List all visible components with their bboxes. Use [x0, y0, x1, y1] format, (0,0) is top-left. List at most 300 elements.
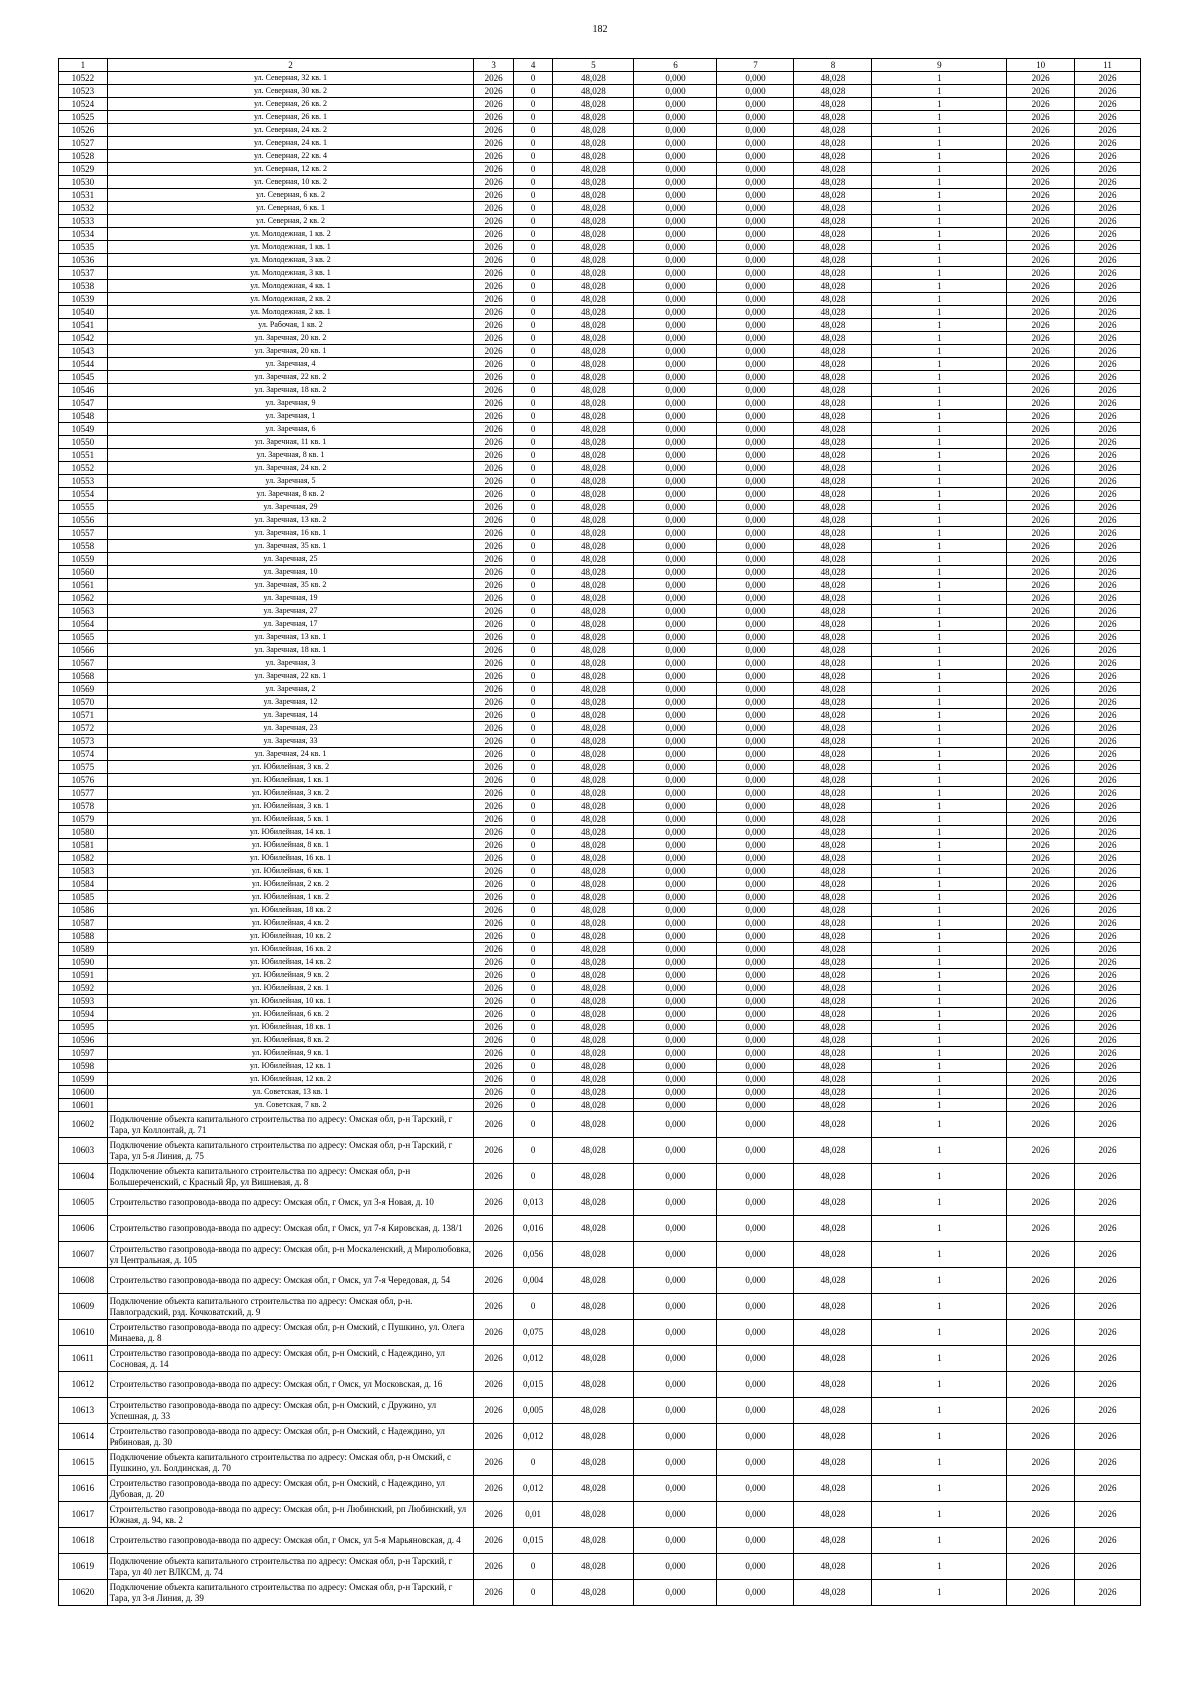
length-cell: 0,004	[513, 1268, 553, 1294]
length-cell: 0,012	[513, 1476, 553, 1502]
value-col6-cell: 0,000	[634, 696, 717, 709]
length-cell: 0,005	[513, 1398, 553, 1424]
count-cell: 1	[872, 1398, 1007, 1424]
value-col6-cell: 0,000	[634, 1424, 717, 1450]
row-number-cell: 10564	[59, 618, 108, 631]
year-cell: 2026	[474, 722, 514, 735]
end-year-cell: 2026	[1075, 267, 1141, 280]
count-cell: 1	[872, 1112, 1007, 1138]
value-col6-cell: 0,000	[634, 657, 717, 670]
count-cell: 1	[872, 774, 1007, 787]
year-cell: 2026	[474, 709, 514, 722]
end-year-cell: 2026	[1075, 839, 1141, 852]
count-cell: 1	[872, 592, 1007, 605]
end-year-cell: 2026	[1075, 1554, 1141, 1580]
value-col8-cell: 48,028	[794, 1502, 872, 1528]
value-col5-cell: 48,028	[553, 566, 634, 579]
year-cell: 2026	[474, 1346, 514, 1372]
count-cell: 1	[872, 800, 1007, 813]
start-year-cell: 2026	[1007, 267, 1075, 280]
object-description-cell: ул. Заречная, 24 кв. 2	[107, 462, 474, 475]
value-col5-cell: 48,028	[553, 241, 634, 254]
row-number-cell: 10532	[59, 202, 108, 215]
length-cell: 0,013	[513, 1190, 553, 1216]
end-year-cell: 2026	[1075, 449, 1141, 462]
row-number-cell: 10550	[59, 436, 108, 449]
end-year-cell: 2026	[1075, 1190, 1141, 1216]
value-col5-cell: 48,028	[553, 1242, 634, 1268]
value-col7-cell: 0,000	[717, 579, 794, 592]
year-cell: 2026	[474, 1112, 514, 1138]
table-row	[59, 176, 1141, 189]
value-col7-cell: 0,000	[717, 228, 794, 241]
value-col6-cell: 0,000	[634, 1138, 717, 1164]
end-year-cell: 2026	[1075, 865, 1141, 878]
table-row	[59, 592, 1141, 605]
table-row	[59, 111, 1141, 124]
year-cell: 2026	[474, 163, 514, 176]
value-col6-cell: 0,000	[634, 631, 717, 644]
column-header: 3	[474, 59, 514, 72]
row-number-cell: 10587	[59, 917, 108, 930]
row-number-cell: 10615	[59, 1450, 108, 1476]
count-cell: 1	[872, 1190, 1007, 1216]
value-col7-cell: 0,000	[717, 1476, 794, 1502]
value-col8-cell: 48,028	[794, 774, 872, 787]
end-year-cell: 2026	[1075, 592, 1141, 605]
table-row	[59, 1138, 1141, 1164]
value-col6-cell: 0,000	[634, 163, 717, 176]
start-year-cell: 2026	[1007, 1008, 1075, 1021]
length-cell: 0	[513, 280, 553, 293]
column-header: 9	[872, 59, 1007, 72]
start-year-cell: 2026	[1007, 1346, 1075, 1372]
table-row	[59, 1476, 1141, 1502]
value-col7-cell: 0,000	[717, 124, 794, 137]
length-cell: 0	[513, 137, 553, 150]
value-col8-cell: 48,028	[794, 410, 872, 423]
value-col6-cell: 0,000	[634, 137, 717, 150]
table-row	[59, 618, 1141, 631]
end-year-cell: 2026	[1075, 137, 1141, 150]
table-row	[59, 917, 1141, 930]
value-col7-cell: 0,000	[717, 1528, 794, 1554]
object-description-cell: ул. Юбилейная, 12 кв. 1	[107, 1060, 474, 1073]
table-row	[59, 358, 1141, 371]
value-col6-cell: 0,000	[634, 995, 717, 1008]
row-number-cell: 10613	[59, 1398, 108, 1424]
value-col8-cell: 48,028	[794, 579, 872, 592]
start-year-cell: 2026	[1007, 332, 1075, 345]
value-col5-cell: 48,028	[553, 410, 634, 423]
value-col7-cell: 0,000	[717, 462, 794, 475]
length-cell: 0	[513, 488, 553, 501]
end-year-cell: 2026	[1075, 722, 1141, 735]
table-row	[59, 722, 1141, 735]
table-row	[59, 345, 1141, 358]
value-col6-cell: 0,000	[634, 462, 717, 475]
value-col6-cell: 0,000	[634, 566, 717, 579]
value-col6-cell: 0,000	[634, 1554, 717, 1580]
length-cell: 0	[513, 982, 553, 995]
end-year-cell: 2026	[1075, 293, 1141, 306]
value-col6-cell: 0,000	[634, 371, 717, 384]
value-col6-cell: 0,000	[634, 540, 717, 553]
value-col5-cell: 48,028	[553, 527, 634, 540]
row-number-cell: 10530	[59, 176, 108, 189]
object-description-cell: ул. Заречная, 27	[107, 605, 474, 618]
year-cell: 2026	[474, 488, 514, 501]
object-description-cell: ул. Заречная, 13 кв. 2	[107, 514, 474, 527]
count-cell: 1	[872, 605, 1007, 618]
object-description-cell: ул. Юбилейная, 16 кв. 2	[107, 943, 474, 956]
value-col8-cell: 48,028	[794, 735, 872, 748]
value-col7-cell: 0,000	[717, 761, 794, 774]
value-col6-cell: 0,000	[634, 306, 717, 319]
row-number-cell: 10575	[59, 761, 108, 774]
value-col8-cell: 48,028	[794, 176, 872, 189]
table-row	[59, 501, 1141, 514]
count-cell: 1	[872, 228, 1007, 241]
object-description-cell: ул. Заречная, 6	[107, 423, 474, 436]
object-description-cell: ул. Молодежная, 2 кв. 1	[107, 306, 474, 319]
end-year-cell: 2026	[1075, 423, 1141, 436]
object-description-cell: ул. Заречная, 16 кв. 1	[107, 527, 474, 540]
table-row	[59, 969, 1141, 982]
year-cell: 2026	[474, 410, 514, 423]
value-col7-cell: 0,000	[717, 85, 794, 98]
value-col7-cell: 0,000	[717, 1424, 794, 1450]
value-col6-cell: 0,000	[634, 1034, 717, 1047]
value-col8-cell: 48,028	[794, 995, 872, 1008]
object-description-cell: ул. Северная, 12 кв. 2	[107, 163, 474, 176]
end-year-cell: 2026	[1075, 228, 1141, 241]
table-row	[59, 553, 1141, 566]
length-cell: 0	[513, 462, 553, 475]
table-row	[59, 748, 1141, 761]
end-year-cell: 2026	[1075, 319, 1141, 332]
value-col6-cell: 0,000	[634, 254, 717, 267]
value-col8-cell: 48,028	[794, 306, 872, 319]
row-number-cell: 10571	[59, 709, 108, 722]
start-year-cell: 2026	[1007, 72, 1075, 85]
start-year-cell: 2026	[1007, 137, 1075, 150]
value-col5-cell: 48,028	[553, 488, 634, 501]
value-col7-cell: 0,000	[717, 1034, 794, 1047]
value-col6-cell: 0,000	[634, 1398, 717, 1424]
value-col5-cell: 48,028	[553, 475, 634, 488]
value-col5-cell: 48,028	[553, 462, 634, 475]
length-cell: 0	[513, 917, 553, 930]
value-col6-cell: 0,000	[634, 176, 717, 189]
value-col5-cell: 48,028	[553, 137, 634, 150]
value-col5-cell: 48,028	[553, 319, 634, 332]
row-number-cell: 10618	[59, 1528, 108, 1554]
object-description-cell: ул. Юбилейная, 9 кв. 2	[107, 969, 474, 982]
start-year-cell: 2026	[1007, 657, 1075, 670]
value-col8-cell: 48,028	[794, 449, 872, 462]
year-cell: 2026	[474, 1099, 514, 1112]
object-description-cell: ул. Заречная, 5	[107, 475, 474, 488]
end-year-cell: 2026	[1075, 176, 1141, 189]
object-description-cell: ул. Заречная, 17	[107, 618, 474, 631]
start-year-cell: 2026	[1007, 202, 1075, 215]
table-row	[59, 1034, 1141, 1047]
count-cell: 1	[872, 1216, 1007, 1242]
end-year-cell: 2026	[1075, 1580, 1141, 1606]
value-col8-cell: 48,028	[794, 397, 872, 410]
length-cell: 0	[513, 1112, 553, 1138]
value-col5-cell: 48,028	[553, 501, 634, 514]
value-col6-cell: 0,000	[634, 969, 717, 982]
year-cell: 2026	[474, 1476, 514, 1502]
value-col6-cell: 0,000	[634, 228, 717, 241]
row-number-cell: 10527	[59, 137, 108, 150]
start-year-cell: 2026	[1007, 319, 1075, 332]
table-row	[59, 982, 1141, 995]
year-cell: 2026	[474, 813, 514, 826]
end-year-cell: 2026	[1075, 501, 1141, 514]
start-year-cell: 2026	[1007, 826, 1075, 839]
value-col8-cell: 48,028	[794, 215, 872, 228]
end-year-cell: 2026	[1075, 540, 1141, 553]
object-description-cell: Подключение объекта капитального строительства по адресу: Омская обл, р-н Омский, с Пушкино, ул. Болдинская, д. 70	[107, 1450, 474, 1476]
start-year-cell: 2026	[1007, 501, 1075, 514]
column-header: 11	[1075, 59, 1141, 72]
count-cell: 1	[872, 735, 1007, 748]
value-col7-cell: 0,000	[717, 852, 794, 865]
value-col7-cell: 0,000	[717, 553, 794, 566]
value-col8-cell: 48,028	[794, 592, 872, 605]
length-cell: 0	[513, 397, 553, 410]
end-year-cell: 2026	[1075, 111, 1141, 124]
value-col6-cell: 0,000	[634, 943, 717, 956]
start-year-cell: 2026	[1007, 280, 1075, 293]
object-description-cell: Строительство газопровода-ввода по адресу: Омская обл, р-н Омский, с Надеждино, ул Рябиновая, д. 30	[107, 1424, 474, 1450]
count-cell: 1	[872, 540, 1007, 553]
row-number-cell: 10537	[59, 267, 108, 280]
table-row	[59, 1112, 1141, 1138]
value-col8-cell: 48,028	[794, 644, 872, 657]
start-year-cell: 2026	[1007, 293, 1075, 306]
start-year-cell: 2026	[1007, 527, 1075, 540]
object-description-cell: Подключение объекта капитального строительства по адресу: Омская обл, р-н. Павлоградский, рзд. Кочковатский, д. 9	[107, 1294, 474, 1320]
value-col5-cell: 48,028	[553, 124, 634, 137]
object-description-cell: ул. Заречная, 20 кв. 2	[107, 332, 474, 345]
value-col8-cell: 48,028	[794, 709, 872, 722]
row-number-cell: 10585	[59, 891, 108, 904]
table-row	[59, 189, 1141, 202]
table-row	[59, 449, 1141, 462]
row-number-cell: 10567	[59, 657, 108, 670]
value-col8-cell: 48,028	[794, 891, 872, 904]
value-col5-cell: 48,028	[553, 787, 634, 800]
count-cell: 1	[872, 345, 1007, 358]
end-year-cell: 2026	[1075, 163, 1141, 176]
table-row	[59, 98, 1141, 111]
value-col8-cell: 48,028	[794, 969, 872, 982]
length-cell: 0	[513, 150, 553, 163]
value-col6-cell: 0,000	[634, 1112, 717, 1138]
value-col6-cell: 0,000	[634, 488, 717, 501]
count-cell: 1	[872, 449, 1007, 462]
start-year-cell: 2026	[1007, 592, 1075, 605]
end-year-cell: 2026	[1075, 787, 1141, 800]
end-year-cell: 2026	[1075, 280, 1141, 293]
length-cell: 0	[513, 540, 553, 553]
value-col7-cell: 0,000	[717, 1294, 794, 1320]
length-cell: 0	[513, 85, 553, 98]
value-col7-cell: 0,000	[717, 1021, 794, 1034]
count-cell: 1	[872, 982, 1007, 995]
value-col5-cell: 48,028	[553, 189, 634, 202]
value-col6-cell: 0,000	[634, 748, 717, 761]
count-cell: 1	[872, 618, 1007, 631]
value-col8-cell: 48,028	[794, 124, 872, 137]
length-cell: 0,016	[513, 1216, 553, 1242]
value-col8-cell: 48,028	[794, 1099, 872, 1112]
count-cell: 1	[872, 956, 1007, 969]
value-col5-cell: 48,028	[553, 709, 634, 722]
start-year-cell: 2026	[1007, 358, 1075, 371]
value-col7-cell: 0,000	[717, 969, 794, 982]
value-col7-cell: 0,000	[717, 709, 794, 722]
year-cell: 2026	[474, 514, 514, 527]
start-year-cell: 2026	[1007, 150, 1075, 163]
table-row	[59, 267, 1141, 280]
end-year-cell: 2026	[1075, 618, 1141, 631]
value-col7-cell: 0,000	[717, 1398, 794, 1424]
object-description-cell: ул. Юбилейная, 18 кв. 2	[107, 904, 474, 917]
object-description-cell: ул. Заречная, 4	[107, 358, 474, 371]
end-year-cell: 2026	[1075, 345, 1141, 358]
year-cell: 2026	[474, 1216, 514, 1242]
object-description-cell: ул. Северная, 26 кв. 1	[107, 111, 474, 124]
length-cell: 0	[513, 995, 553, 1008]
table-row	[59, 1528, 1141, 1554]
row-number-cell: 10534	[59, 228, 108, 241]
value-col5-cell: 48,028	[553, 774, 634, 787]
value-col7-cell: 0,000	[717, 397, 794, 410]
value-col8-cell: 48,028	[794, 1086, 872, 1099]
value-col5-cell: 48,028	[553, 1112, 634, 1138]
length-cell: 0	[513, 1021, 553, 1034]
row-number-cell: 10610	[59, 1320, 108, 1346]
year-cell: 2026	[474, 501, 514, 514]
value-col6-cell: 0,000	[634, 1164, 717, 1190]
start-year-cell: 2026	[1007, 696, 1075, 709]
length-cell: 0	[513, 631, 553, 644]
length-cell: 0	[513, 722, 553, 735]
count-cell: 1	[872, 514, 1007, 527]
year-cell: 2026	[474, 917, 514, 930]
end-year-cell: 2026	[1075, 1099, 1141, 1112]
year-cell: 2026	[474, 345, 514, 358]
value-col6-cell: 0,000	[634, 332, 717, 345]
value-col7-cell: 0,000	[717, 332, 794, 345]
length-cell: 0	[513, 553, 553, 566]
table-row	[59, 1216, 1141, 1242]
table-row	[59, 332, 1141, 345]
year-cell: 2026	[474, 878, 514, 891]
count-cell: 1	[872, 930, 1007, 943]
row-number-cell: 10601	[59, 1099, 108, 1112]
length-cell: 0	[513, 800, 553, 813]
value-col6-cell: 0,000	[634, 280, 717, 293]
value-col8-cell: 48,028	[794, 800, 872, 813]
value-col5-cell: 48,028	[553, 891, 634, 904]
end-year-cell: 2026	[1075, 553, 1141, 566]
year-cell: 2026	[474, 254, 514, 267]
year-cell: 2026	[474, 969, 514, 982]
end-year-cell: 2026	[1075, 709, 1141, 722]
year-cell: 2026	[474, 774, 514, 787]
end-year-cell: 2026	[1075, 605, 1141, 618]
row-number-cell: 10598	[59, 1060, 108, 1073]
value-col6-cell: 0,000	[634, 1047, 717, 1060]
value-col6-cell: 0,000	[634, 85, 717, 98]
value-col6-cell: 0,000	[634, 358, 717, 371]
column-header: 7	[717, 59, 794, 72]
year-cell: 2026	[474, 215, 514, 228]
value-col7-cell: 0,000	[717, 267, 794, 280]
value-col6-cell: 0,000	[634, 1073, 717, 1086]
value-col5-cell: 48,028	[553, 1372, 634, 1398]
value-col6-cell: 0,000	[634, 553, 717, 566]
year-cell: 2026	[474, 579, 514, 592]
count-cell: 1	[872, 1502, 1007, 1528]
length-cell: 0	[513, 410, 553, 423]
object-description-cell: ул. Заречная, 18 кв. 1	[107, 644, 474, 657]
count-cell: 1	[872, 1099, 1007, 1112]
year-cell: 2026	[474, 241, 514, 254]
count-cell: 1	[872, 150, 1007, 163]
end-year-cell: 2026	[1075, 189, 1141, 202]
value-col7-cell: 0,000	[717, 423, 794, 436]
length-cell: 0,01	[513, 1502, 553, 1528]
row-number-cell: 10603	[59, 1138, 108, 1164]
length-cell: 0	[513, 774, 553, 787]
column-header: 1	[59, 59, 108, 72]
value-col5-cell: 48,028	[553, 176, 634, 189]
end-year-cell: 2026	[1075, 1164, 1141, 1190]
value-col8-cell: 48,028	[794, 501, 872, 514]
row-number-cell: 10555	[59, 501, 108, 514]
table-row	[59, 709, 1141, 722]
end-year-cell: 2026	[1075, 358, 1141, 371]
year-cell: 2026	[474, 1372, 514, 1398]
length-cell: 0	[513, 1073, 553, 1086]
value-col5-cell: 48,028	[553, 852, 634, 865]
table-row	[59, 1047, 1141, 1060]
start-year-cell: 2026	[1007, 1086, 1075, 1099]
start-year-cell: 2026	[1007, 540, 1075, 553]
value-col6-cell: 0,000	[634, 1372, 717, 1398]
length-cell: 0	[513, 267, 553, 280]
start-year-cell: 2026	[1007, 943, 1075, 956]
count-cell: 1	[872, 696, 1007, 709]
year-cell: 2026	[474, 631, 514, 644]
table-row	[59, 462, 1141, 475]
value-col6-cell: 0,000	[634, 670, 717, 683]
value-col7-cell: 0,000	[717, 1190, 794, 1216]
start-year-cell: 2026	[1007, 813, 1075, 826]
end-year-cell: 2026	[1075, 748, 1141, 761]
value-col6-cell: 0,000	[634, 410, 717, 423]
value-col6-cell: 0,000	[634, 722, 717, 735]
value-col5-cell: 48,028	[553, 1060, 634, 1073]
row-number-cell: 10604	[59, 1164, 108, 1190]
